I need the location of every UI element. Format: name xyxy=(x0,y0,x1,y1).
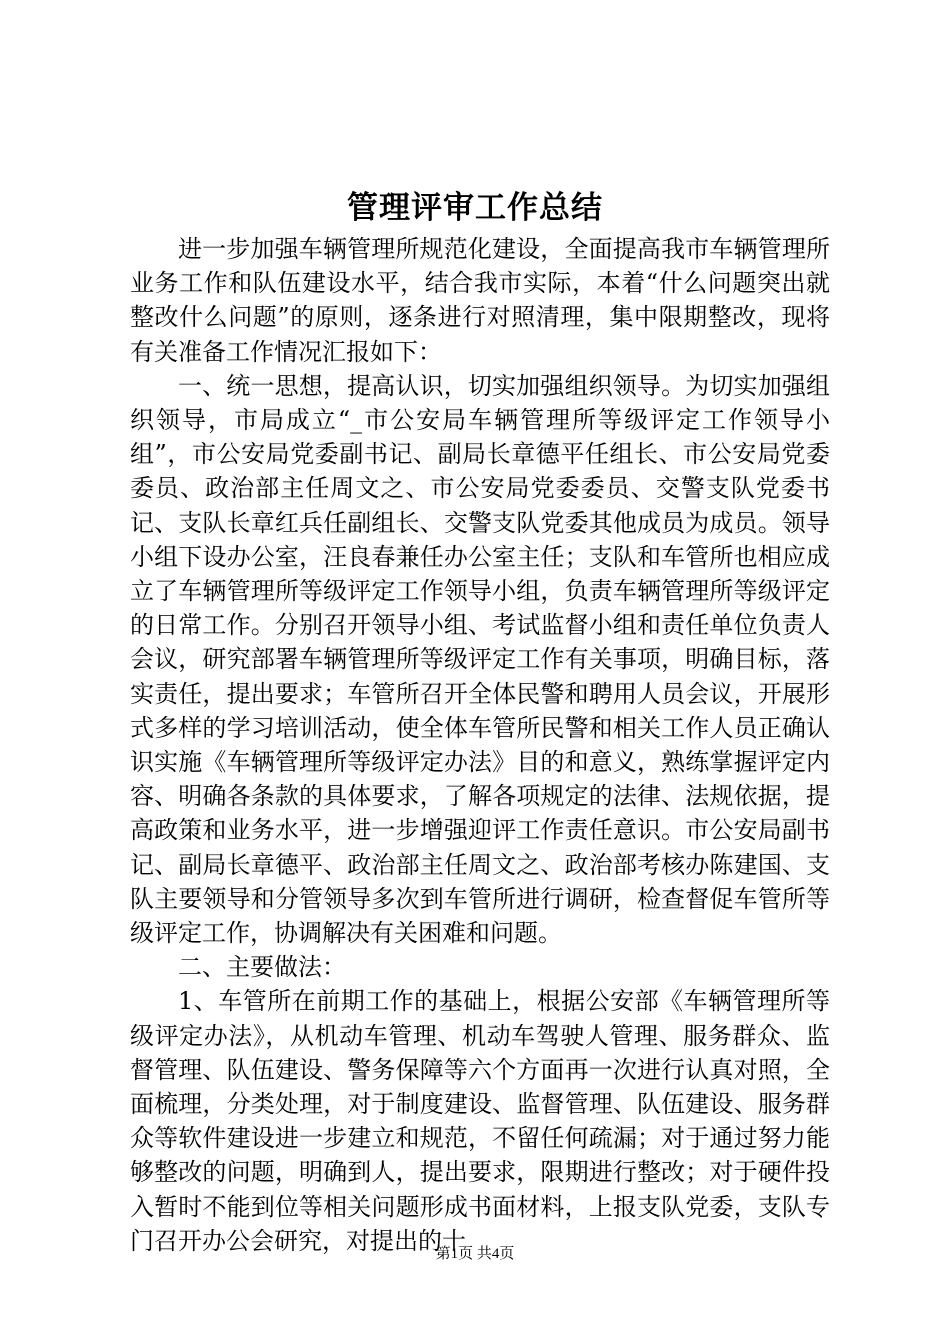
paragraph-section-1: 一、统一思想，提高认识，切实加强组织领导。为切实加强组织领导，市局成立“_市公安局车辆管理所等级评定工作领导小组”，市公安局党委副书记、副局长章德平任组长、市公安局党委委员、政治部主任周文之、市公安局党委委员、交警支队党委书记、支队长章红兵任副组长、交警支队党委其他成员为成员。领导小组下设办公室，汪良春兼任办公室主任；支队和车管所也相应成立了车辆管理所等级评定工作领导小组，负责车辆管理所等级评定的日常工作。分别召开领导小组、考试监督小组和责任单位负责人会议，研究部署车辆管理所等级评定工作有关事项，明确目标，落实责任，提出要求；车管所召开全体民警和聘用人员会议，开展形式多样的学习培训活动，使全体车管所民警和相关工作人员正确认识实施《车辆管理所等级评定办法》目的和意义，熟练掌握评定内容、明确各条款的具体要求，了解各项规定的法律、法规依据，提高政策和业务水平，进一步增强迎评工作责任意识。市公安局副书记、副局长章德平、政治部主任周文之、政治部考核办陈建国、支队主要领导和分管领导多次到车管所进行调研，检查督促车管所等级评定工作，协调解决有关困难和问题。 xyxy=(130,371,830,948)
document-body xyxy=(130,232,830,1258)
page-number-footer: 第1页 共4页 xyxy=(435,1246,515,1262)
paragraph-section-2-heading: 二、主要做法： xyxy=(178,953,346,982)
paragraph-intro: 进一步加强车辆管理所规范化建设，全面提高我市车辆管理所业务工作和队伍建设水平，结合我市实际，本着“什么问题突出就整改什么问题”的原则，逐条进行对照清理，集中限期整改，现将有关准备工作情况汇报如下： xyxy=(130,235,830,366)
document-title: 管理评审工作总结 xyxy=(347,190,603,226)
paragraph-item-1: 1、车管所在前期工作的基础上，根据公安部《车辆管理所等级评定办法》，从机动车管理、机动车驾驶人管理、服务群众、监督管理、队伍建设、警务保障等六个方面再一次进行认真对照，全面梳理，分类处理，对于制度建设、监督管理、队伍建设、服务群众等软件建设进一步建立和规范，不留任何疏漏；对于通过努力能够整改的问题，明确到人，提出要求，限期进行整改；对于硬件投入暂时不能到位等相关问题形成书面材料，上报支队党委，支队专门召开办公会研究，对提出的十 xyxy=(130,987,830,1255)
